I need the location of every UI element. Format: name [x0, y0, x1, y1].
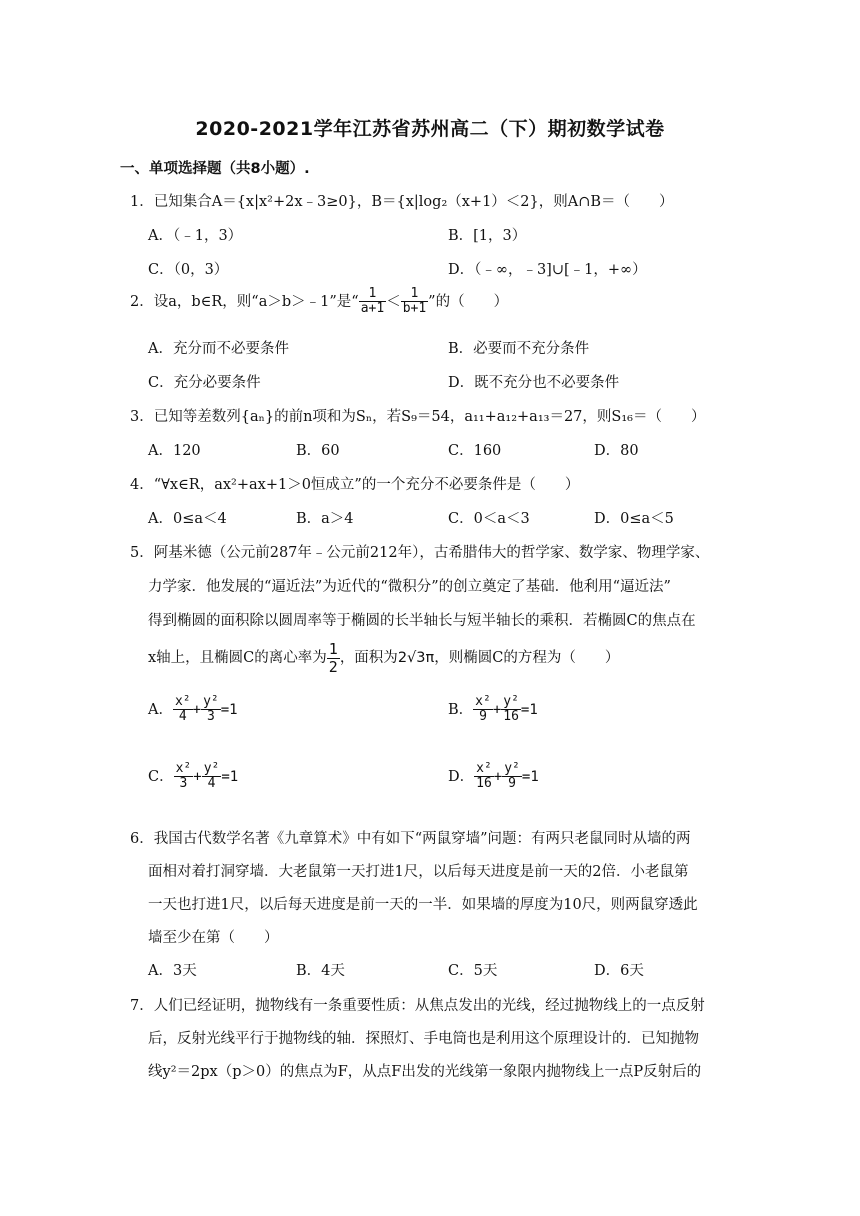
q3-option-c: C．160 [448, 443, 502, 459]
q5-option-d: D． $\frac{\text{x²}}{16}$ + $\frac{\text{y²}}{9}$ =1 [448, 761, 539, 792]
q1-option-a: A．（﹣1，3） [148, 228, 243, 244]
q4-option-d: D．0≤a＜5 [594, 511, 674, 527]
q6-option-d: D．6天 [594, 963, 644, 979]
q3-option-a: A．120 [148, 443, 201, 459]
q2-option-c: C．充分必要条件 [148, 375, 261, 391]
q5-option-b: B． $\frac{\text{x²}}{9}$ + $\frac{\text{y²}}{16}$ =1 [448, 694, 538, 725]
q6-option-c: C．5天 [448, 963, 498, 979]
q5-line-2: 力学家．他发展的“逼近法”为近代的“微积分”的创立奠定了基础．他利用“逼近法” [148, 579, 671, 595]
q5-line-3: 得到椭圆的面积除以圆周率等于椭圆的长半轴长与短半轴长的乘积．若椭圆C的焦点在 [148, 613, 696, 629]
q6-line-1: 6．我国古代数学名著《九章算术》中有如下“两鼠穿墙”问题：有两只老鼠同时从墙的两 [130, 831, 691, 847]
q1-option-d: D．（﹣∞，﹣3]∪[﹣1，+∞） [448, 262, 647, 278]
q1-option-b: B．[1，3） [448, 228, 527, 244]
exam-title: 2020-2021学年江苏省苏州高二（下）期初数学试卷 [195, 118, 665, 140]
q5-area-value: 2√3π [397, 650, 435, 666]
q2-stem [130, 287, 508, 317]
q2-stem-post: ”的（ ） [428, 293, 509, 310]
q1-option-c: C．（0，3） [148, 262, 229, 278]
q5-option-c: C． $\frac{\text{x²}}{3}$ + $\frac{\text{y²}}{4}$ =1 [148, 761, 239, 792]
q6-option-b: B．4天 [296, 963, 345, 979]
q5-line-4-mid: ，面积为 [339, 650, 398, 666]
q6-line-4: 墙至少在第（ ） [148, 930, 279, 946]
q5-eccentricity-fraction: $\frac{1}{2}$ [328, 640, 338, 676]
q2-option-d: D．既不充分也不必要条件 [448, 375, 620, 391]
q1-stem: 1．已知集合A＝{x|x²+2x﹣3≥0}，B＝{x|log₂（x+1）＜2}，则A∩B＝（ ） [130, 194, 674, 210]
q7-line-3: 线y²＝2px（p＞0）的焦点为F，从点F出发的光线第一象限内抛物线上一点P反射后的 [148, 1064, 702, 1080]
q3-option-d: D．80 [594, 443, 639, 459]
q4-option-b: B．a＞4 [296, 511, 354, 527]
q5-line-4 [148, 641, 619, 675]
q3-stem: 3．已知等差数列{aₙ}的前n项和为Sₙ，若S₉＝54，a₁₁+a₁₂+a₁₃＝27，则S₁₆＝（ ） [130, 409, 706, 425]
q5-line-4-post: ，则椭圆C的方程为（ ） [434, 650, 620, 666]
q5-line-1: 5．阿基米德（公元前287年﹣公元前212年），古希腊伟大的哲学家、数学家、物理学家、 [130, 545, 710, 561]
q2-option-b: B．必要而不充分条件 [448, 341, 590, 357]
q2-fraction-2: $\frac{1}{b+1}$ [402, 286, 427, 317]
q5-line-4-pre: x轴上，且椭圆C的离心率为 [148, 650, 327, 666]
q5-option-a: A． $\frac{\text{x²}}{4}$ + $\frac{\text{y²}}{3}$ =1 [148, 694, 238, 725]
q6-line-2: 面相对着打洞穿墙．大老鼠第一天打进1尺，以后每天进度是前一天的2倍．小老鼠第 [148, 864, 689, 880]
q3-option-b: B．60 [296, 443, 340, 459]
q7-line-2: 后，反射光线平行于抛物线的轴．探照灯、手电筒也是利用这个原理设计的．已知抛物 [148, 1031, 699, 1047]
q6-line-3: 一天也打进1尺，以后每天进度是前一天的一半．如果墙的厚度为10尺，则两鼠穿透此 [148, 897, 698, 913]
q6-option-a: A．3天 [148, 963, 197, 979]
q2-fraction-1: $\frac{1}{a+1}$ [360, 286, 385, 317]
q4-option-c: C．0＜a＜3 [448, 511, 530, 527]
q4-stem: 4．“∀x∈R，ax²+ax+1＞0恒成立”的一个充分不必要条件是（ ） [130, 477, 580, 493]
q2-less-than: ＜ [386, 293, 401, 310]
q7-line-1: 7．人们已经证明，抛物线有一条重要性质：从焦点发出的光线，经过抛物线上的一点反射 [130, 998, 705, 1014]
q2-stem-pre: 2．设a，b∈R，则“a＞b＞﹣1”是“ [130, 293, 359, 310]
q2-option-a: A．充分而不必要条件 [148, 341, 289, 357]
section-heading: 一、单项选择题（共8小题）. [120, 161, 310, 177]
q4-option-a: A．0≤a＜4 [148, 511, 227, 527]
